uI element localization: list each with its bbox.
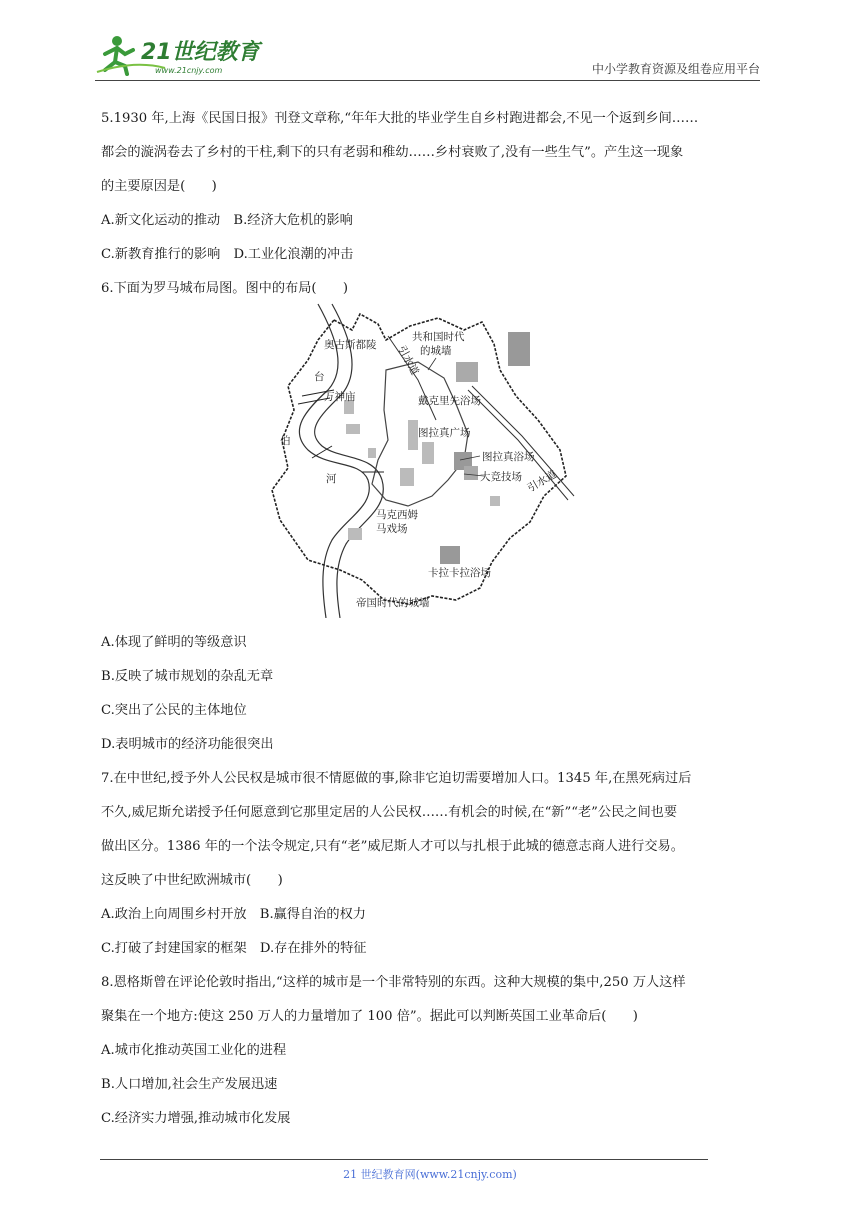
q7-line: 这反映了中世纪欧洲城市( ) [101, 873, 283, 888]
leader-line [428, 358, 436, 370]
q8-option-a: A.城市化推动英国工业化的进程 [101, 1043, 287, 1058]
rome-layout-map [268, 300, 588, 618]
site-logo[interactable] [95, 32, 265, 76]
logo-runner-icon [95, 32, 265, 76]
map-label-diocletian: 戴克里先浴场 [418, 395, 481, 407]
q7-line: 7.在中世纪,授予外人公民权是城市很不情愿做的事,除非它迫切需要增加人口。1345 年,在黑死病过后 [101, 771, 692, 786]
river-bank-east [315, 304, 384, 618]
q5-options-ab: A.新文化运动的推动 B.经济大危机的影响 [101, 213, 353, 228]
q6-option-c: C.突出了公民的主体地位 [101, 703, 247, 718]
footer-text[interactable]: 21 世纪教育网(www.21cnjy.com) [343, 1168, 517, 1181]
map-label-tai: 台 [314, 371, 325, 383]
q5-line: 5.1930 年,上海《民国日报》刊登文章称,“年年大批的毕业学生自乡村跑进都会,不见一个返到乡间…… [101, 111, 699, 126]
map-label-aqueduct: 引水道 [395, 343, 421, 378]
map-label-republic-wall: 的城墙 [420, 345, 452, 357]
q6-stem: 6.下面为罗马城布局图。图中的布局( ) [101, 281, 349, 296]
map-label-augustus: 奥古斯都陵 [324, 339, 377, 351]
building-block [400, 468, 414, 486]
map-label-colosseum: 大竞技场 [480, 471, 522, 483]
map-label-pantheon: 万神庙 [324, 391, 356, 403]
q7-options-cd: C.打破了封建国家的框架 D.存在排外的特征 [101, 941, 367, 956]
building-block [490, 496, 500, 506]
q5-options-cd: C.新教育推行的影响 D.工业化浪潮的冲击 [101, 247, 354, 262]
building-block [348, 528, 362, 540]
map-label-republic-wall: 共和国时代 [412, 331, 465, 343]
map-label-trajan-baths: 图拉真浴场 [482, 451, 535, 463]
building-block [440, 546, 460, 564]
map-label-circus: 马克西姆 [376, 509, 418, 521]
logo-text: 21世纪教育 [141, 40, 260, 65]
bridge [312, 446, 332, 458]
q7-options-ab: A.政治上向周围乡村开放 B.赢得自治的权力 [101, 907, 366, 922]
map-label-aqueduct: 引水道 [525, 468, 559, 495]
map-label-trajan-forum: 图拉真广场 [418, 427, 471, 439]
building-block [456, 362, 478, 382]
q8-option-b: B.人口增加,社会生产发展迅速 [101, 1077, 278, 1092]
map-label-imperial-wall: 帝国时代的城墙 [356, 597, 430, 609]
building-block [464, 466, 478, 480]
q7-line: 做出区分。1386 年的一个法令规定,只有“老”威尼斯人才可以与扎根于此城的德意志商人进行交易。 [101, 839, 684, 854]
q7-line: 不久,威尼斯允诺授予任何愿意到它那里定居的人公民权……有机会的时候,在“新”“老”公民之间也要 [101, 805, 678, 820]
q5-line: 都会的漩涡卷去了乡村的干柱,剩下的只有老弱和稚幼……乡村衰败了,没有一些生气”。产生这一现象 [101, 145, 684, 160]
building-block [346, 424, 360, 434]
map-label-circus: 马戏场 [376, 523, 408, 535]
q8-option-c: C.经济实力增强,推动城市化发展 [101, 1111, 291, 1126]
building-block [422, 442, 434, 464]
footer-divider [100, 1159, 708, 1160]
river-bank-west [299, 304, 369, 618]
building-block [368, 448, 376, 458]
q8-line: 8.恩格斯曾在评论伦敦时指出,“这样的城市是一个非常特别的东西。这种大规模的集中,250 万人这样 [101, 975, 686, 990]
q6-option-d: D.表明城市的经济功能很突出 [101, 737, 274, 752]
header-divider [95, 80, 760, 81]
building-block [508, 332, 530, 366]
header-platform-text: 中小学教育资源及组卷应用平台 [591, 62, 760, 76]
page-header [95, 30, 760, 80]
map-label-he: 河 [326, 473, 337, 485]
question-content [101, 102, 766, 1136]
logo-url: www.21cnjy.com [155, 66, 223, 75]
map-label-bo: 伯 [280, 435, 291, 447]
building-block [408, 420, 418, 450]
q8-line: 聚集在一个地方:使这 250 万人的力量增加了 100 倍”。据此可以判断英国工业革命后( ) [101, 1009, 638, 1024]
q6-option-a: A.体现了鲜明的等级意识 [101, 635, 247, 650]
q6-option-b: B.反映了城市规划的杂乱无章 [101, 669, 274, 684]
q5-line: 的主要原因是( ) [101, 179, 217, 194]
aqueduct-line [468, 390, 568, 500]
map-label-caracalla: 卡拉卡拉浴场 [428, 567, 491, 579]
